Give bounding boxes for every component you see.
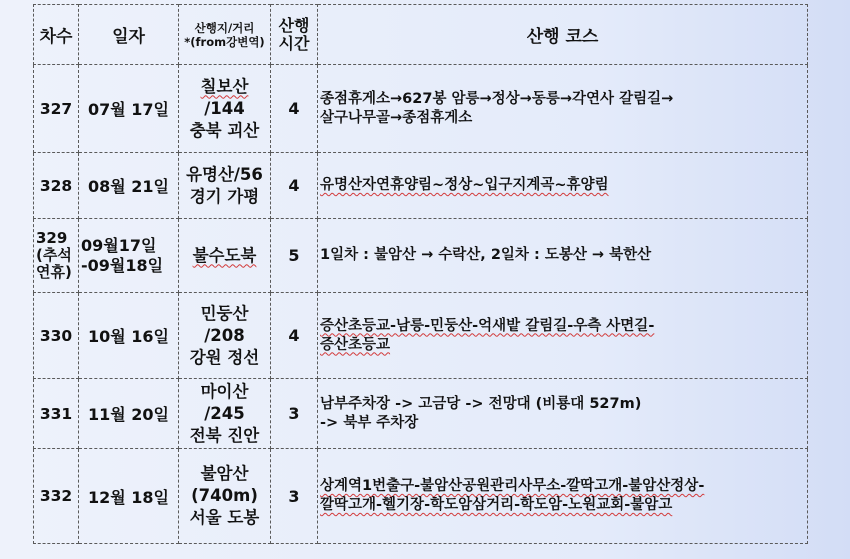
- course-line: -> 북부 주차장: [320, 414, 419, 431]
- hike-hours: 4: [271, 65, 318, 153]
- course-line: 증산초등교: [320, 336, 391, 353]
- round-number-line: (추석: [36, 246, 72, 264]
- course-line: 종점휴게소→627봉 암릉→정상→동릉→각연사 갈림길→: [320, 90, 674, 107]
- round-number: 330: [34, 293, 79, 379]
- destination-line: 강원 정선: [189, 347, 260, 367]
- hike-hours: 3: [271, 449, 318, 544]
- destination: [179, 293, 271, 379]
- header-date: 일자: [79, 5, 179, 65]
- destination-line: 칠보산: [200, 76, 249, 96]
- course-line: 살구나무골→종점휴게소: [320, 109, 473, 126]
- hike-hours: 4: [271, 153, 318, 219]
- destination: [179, 219, 271, 293]
- hike-course: [318, 379, 808, 449]
- destination: [179, 379, 271, 449]
- round-number-line: 연휴): [36, 263, 72, 281]
- header-destination-line2: *(from강변역): [184, 34, 265, 49]
- hike-hours: 4: [271, 293, 318, 379]
- destination-line: 민둥산: [200, 303, 249, 323]
- destination-line: 마이산: [200, 381, 249, 401]
- hike-date-line: 09월17일: [81, 235, 157, 255]
- header-hours: [271, 5, 318, 65]
- course-line: 상계역1번출구-불암산공원관리사무소-깔딱고개-불암산정상-: [320, 478, 705, 494]
- table-row: [34, 153, 808, 219]
- table-row: [34, 293, 808, 379]
- table-row: [34, 449, 808, 544]
- destination-line: /144: [204, 98, 245, 118]
- destination-line: 서울 도봉: [189, 508, 260, 527]
- hike-course: [318, 65, 808, 153]
- destination-line: (740m): [191, 486, 258, 505]
- destination: [179, 449, 271, 544]
- course-line: 남부주차장 -> 고금당 -> 전망대 (비룡대 527m): [320, 395, 642, 412]
- course-line: 증산초등교-남릉-민둥산-억새밭 갈림길-우측 사면길-: [320, 317, 655, 334]
- destination-line: /208: [204, 325, 245, 345]
- header-course: 산행 코스: [318, 5, 808, 65]
- hike-date: [79, 219, 179, 293]
- hiking-schedule-table: [33, 4, 808, 544]
- header-round: 차수: [34, 5, 79, 65]
- round-number-line: 329: [36, 229, 68, 247]
- hike-date: 08월 21일: [79, 153, 179, 219]
- destination-line: 불수도북: [192, 245, 257, 265]
- header-destination: [179, 5, 271, 65]
- course-line: 1일차 : 불암산 → 수락산, 2일차 : 도봉산 → 북한산: [320, 247, 652, 263]
- hike-hours: 3: [271, 379, 318, 449]
- round-number: [34, 219, 79, 293]
- table-row: [34, 219, 808, 293]
- hike-course: [318, 449, 808, 544]
- hike-course: [318, 153, 808, 219]
- destination: [179, 65, 271, 153]
- round-number: 327: [34, 65, 79, 153]
- destination-line: 경기 가평: [189, 186, 260, 206]
- header-hours-line1: 산행: [278, 15, 310, 35]
- hike-date-line: -09월18일: [81, 255, 164, 275]
- destination-line: 유명산/56: [186, 164, 263, 184]
- hike-date: 07월 17일: [79, 65, 179, 153]
- destination-line: 충북 괴산: [189, 120, 260, 140]
- header-destination-line1: 산행지/거리: [194, 20, 255, 35]
- hike-hours: 5: [271, 219, 318, 293]
- table-row: [34, 379, 808, 449]
- round-number: 331: [34, 379, 79, 449]
- course-line: 깔딱고개-헬기장-학도암삼거리-학도암-노원교회-불암고: [320, 497, 673, 513]
- header-hours-line2: 시간: [278, 33, 310, 53]
- hike-course: [318, 293, 808, 379]
- header-row: [34, 5, 808, 65]
- hike-course: [318, 219, 808, 293]
- round-number: 332: [34, 449, 79, 544]
- hike-date: 11월 20일: [79, 379, 179, 449]
- round-number: 328: [34, 153, 79, 219]
- destination-line: 전북 진안: [189, 425, 260, 445]
- course-line: 유명산자연휴양림~정상~입구지계곡~휴양림: [320, 177, 609, 193]
- table-row: [34, 65, 808, 153]
- hike-date: 10월 16일: [79, 293, 179, 379]
- destination: [179, 153, 271, 219]
- destination-line: /245: [204, 403, 245, 423]
- hike-date: 12월 18일: [79, 449, 179, 544]
- destination-line: 불암산: [200, 464, 249, 483]
